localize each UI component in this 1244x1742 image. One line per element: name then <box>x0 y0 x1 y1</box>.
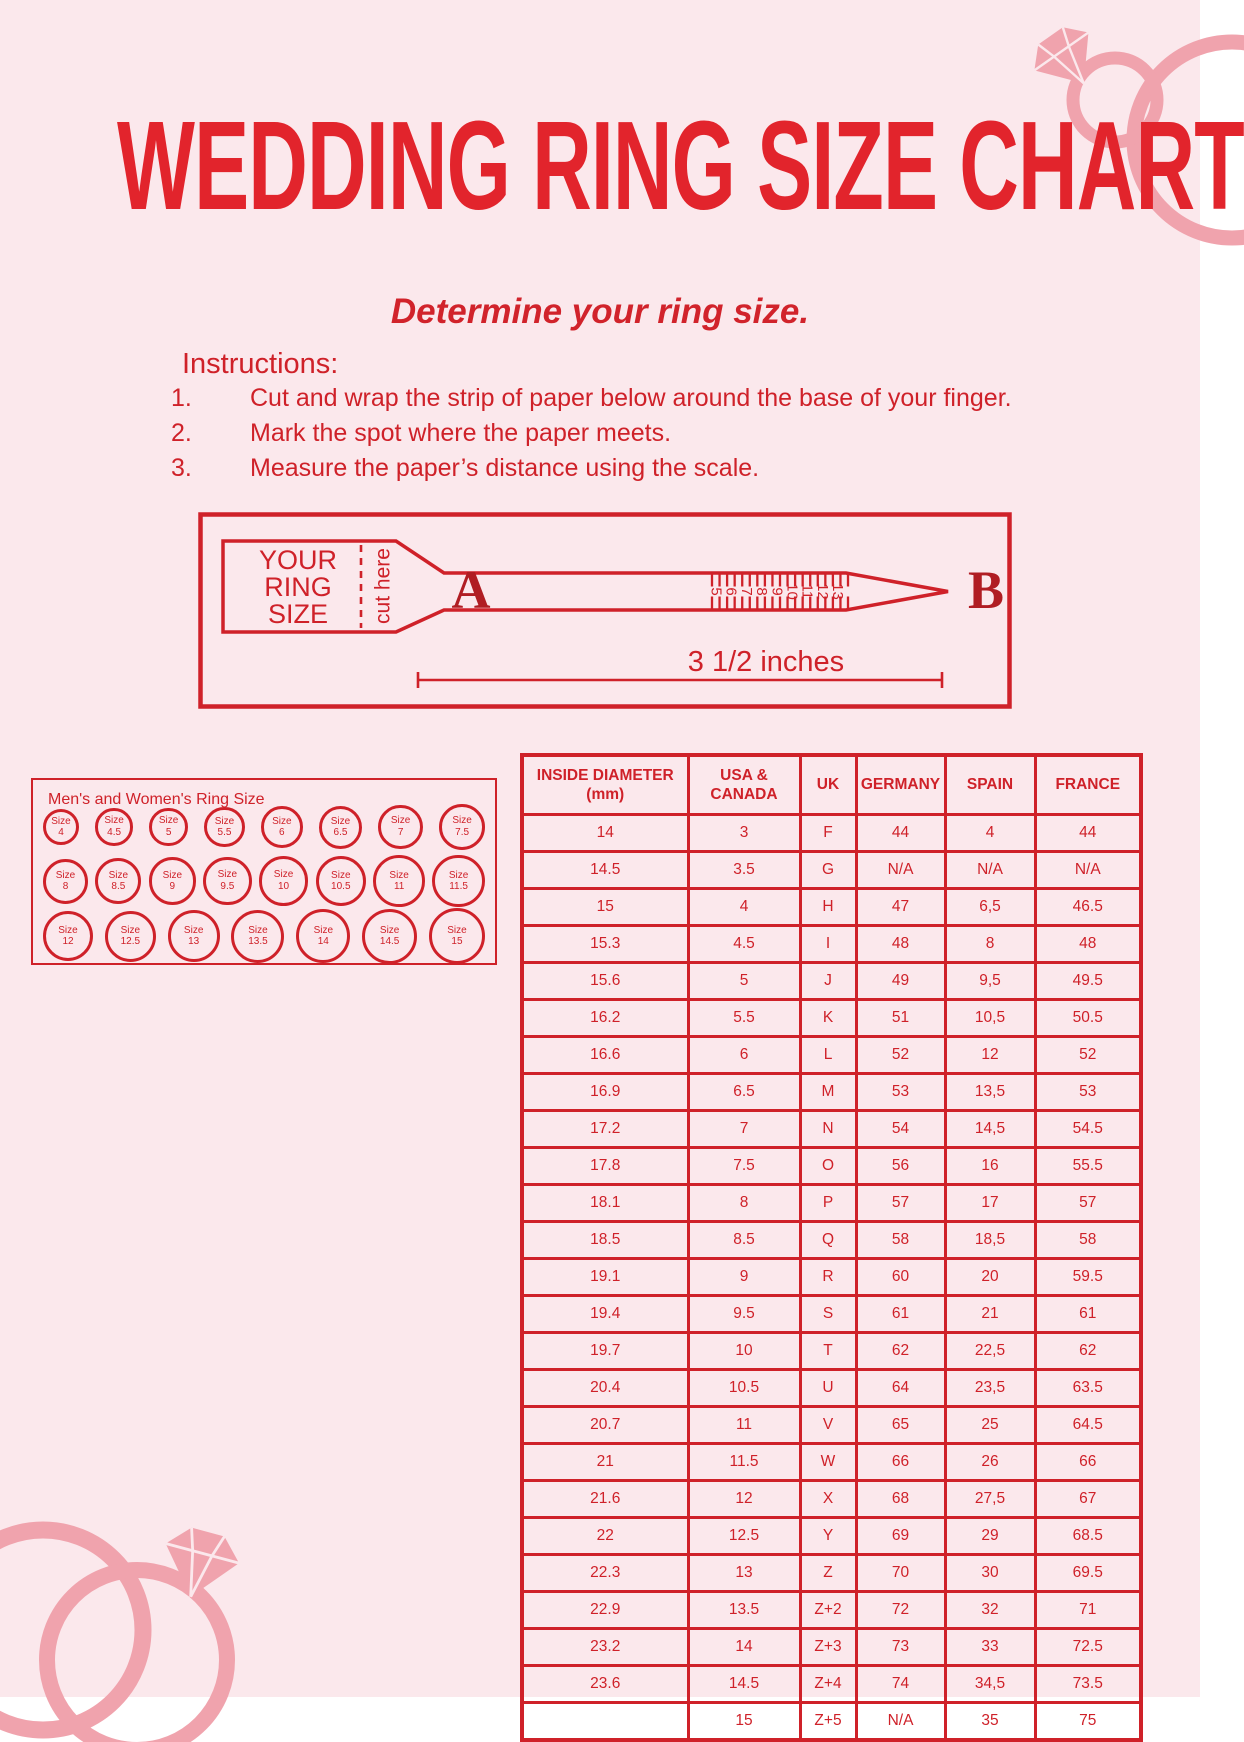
table-cell: N <box>800 1111 856 1148</box>
circle-size-word: Size <box>183 924 204 936</box>
circle-size-value: 7 <box>397 826 404 838</box>
instruction-number: 3. <box>171 454 192 482</box>
table-cell: N/A <box>856 852 945 889</box>
ring-size-circle <box>168 910 220 962</box>
circle-size-word: Size <box>390 815 411 827</box>
table-header-cell: SPAIN <box>945 755 1035 815</box>
table-row <box>522 1074 1141 1111</box>
circle-size-value: 14.5 <box>379 936 400 947</box>
table-cell: 52 <box>1035 1037 1141 1074</box>
table-cell: 69 <box>856 1518 945 1555</box>
circle-size-value: 4.5 <box>107 826 122 838</box>
table-cell: 34,5 <box>945 1666 1035 1703</box>
ring-size-circle <box>231 910 284 963</box>
table-cell: 22.9 <box>522 1592 688 1629</box>
circle-size-value: 11.5 <box>449 881 468 892</box>
table-cell: 48 <box>1035 926 1141 963</box>
circle-size-word: Size <box>447 924 467 936</box>
table-cell: 56 <box>856 1148 945 1185</box>
circle-size-value: 4 <box>58 827 64 838</box>
circle-size-word: Size <box>248 924 268 936</box>
table-cell: 23.6 <box>522 1666 688 1703</box>
ring-size-circle <box>105 911 156 962</box>
table-cell: 23,5 <box>945 1370 1035 1407</box>
table-cell: 10,5 <box>945 1000 1035 1037</box>
table-cell: 7.5 <box>688 1148 800 1185</box>
table-cell: X <box>800 1481 856 1518</box>
table-cell: 4 <box>945 815 1035 852</box>
table-cell: 68.5 <box>1035 1518 1141 1555</box>
ring-size-circle <box>261 806 303 848</box>
table-cell: L <box>800 1037 856 1074</box>
circle-size-word: Size <box>214 815 235 827</box>
table-cell: Y <box>800 1518 856 1555</box>
table-cell: M <box>800 1074 856 1111</box>
scale-number: 11 <box>798 583 816 600</box>
table-cell: 54.5 <box>1035 1111 1141 1148</box>
table-cell: 17.8 <box>522 1148 688 1185</box>
table-header-cell: INSIDE DIAMETER (mm) <box>522 755 688 815</box>
table-cell: 19.4 <box>522 1296 688 1333</box>
length-label: 3 1/2 inches <box>687 646 845 678</box>
ring-panel-title: Men's and Women's Ring Size <box>48 791 265 808</box>
table-row <box>522 1555 1141 1592</box>
table-cell: 19.1 <box>522 1259 688 1296</box>
table-cell: 72.5 <box>1035 1629 1141 1666</box>
table-cell: P <box>800 1185 856 1222</box>
table-cell: 18.5 <box>522 1222 688 1259</box>
scale-number: 6 <box>722 587 740 596</box>
table-cell: 29 <box>945 1518 1035 1555</box>
circle-size-word: Size <box>379 924 400 936</box>
table-cell: 14 <box>522 815 688 852</box>
table-cell: 22.3 <box>522 1555 688 1592</box>
table-cell: 14 <box>688 1629 800 1666</box>
table-row <box>522 1148 1141 1185</box>
circle-size-value: 11 <box>393 881 405 892</box>
table-cell: 33 <box>945 1629 1035 1666</box>
table-cell: 51 <box>856 1000 945 1037</box>
table-cell: Q <box>800 1222 856 1259</box>
ring-size-circle <box>203 857 251 905</box>
ring-size-circle <box>439 804 485 850</box>
table-cell: 25 <box>945 1407 1035 1444</box>
table-cell: F <box>800 815 856 852</box>
table-row <box>522 963 1141 1000</box>
circle-size-word: Size <box>108 869 129 881</box>
table-cell: 50.5 <box>1035 1000 1141 1037</box>
circle-size-word: Size <box>58 924 78 936</box>
circle-size-value: 15 <box>451 936 463 947</box>
circle-size-value: 12.5 <box>120 936 141 947</box>
table-cell: 65 <box>856 1407 945 1444</box>
table-cell: 55.5 <box>1035 1148 1141 1185</box>
circle-size-word: Size <box>448 869 469 881</box>
table-row <box>522 815 1141 852</box>
table-row <box>522 1518 1141 1555</box>
circle-size-word: Size <box>120 924 141 936</box>
table-cell: Z+4 <box>800 1666 856 1703</box>
conversion-table <box>520 753 1139 1729</box>
table-cell: Z+3 <box>800 1629 856 1666</box>
table-cell: 14,5 <box>945 1111 1035 1148</box>
scale-number: 9 <box>768 587 786 596</box>
ring-size-circle <box>149 857 196 904</box>
table-cell: 6 <box>688 1037 800 1074</box>
table-cell: 15 <box>688 1703 800 1741</box>
page-title: WEDDING RING SIZE CHART <box>117 95 1244 237</box>
table-cell: 14.5 <box>688 1666 800 1703</box>
circle-size-value: 9.5 <box>220 880 235 892</box>
table-header-cell: UK <box>800 755 856 815</box>
ring-size-circle <box>204 807 244 847</box>
table-cell: 60 <box>856 1259 945 1296</box>
instruction-text: Cut and wrap the strip of paper below around the base of your finger. <box>250 384 1012 412</box>
table-cell: 5.5 <box>688 1000 800 1037</box>
table-cell: 61 <box>856 1296 945 1333</box>
circle-size-value: 9 <box>169 881 176 892</box>
table-row <box>522 1629 1141 1666</box>
table-cell: U <box>800 1370 856 1407</box>
table-row <box>522 926 1141 963</box>
rings-decoration-bottom-left <box>0 1377 300 1697</box>
table-cell: 8.5 <box>688 1222 800 1259</box>
table-cell: Z <box>800 1555 856 1592</box>
table-cell: 27,5 <box>945 1481 1035 1518</box>
table-cell: 10.5 <box>688 1370 800 1407</box>
table-row <box>522 1111 1141 1148</box>
table-row <box>522 1666 1141 1703</box>
table-cell: 13,5 <box>945 1074 1035 1111</box>
table-cell: 16.2 <box>522 1000 688 1037</box>
ring-size-row <box>43 854 485 908</box>
table-cell: 69.5 <box>1035 1555 1141 1592</box>
table-cell: 47 <box>856 889 945 926</box>
marker-a: A <box>451 560 491 620</box>
table-cell: 10 <box>688 1333 800 1370</box>
table-cell: 49 <box>856 963 945 1000</box>
table-row <box>522 852 1141 889</box>
table-cell: 9,5 <box>945 963 1035 1000</box>
table-row <box>522 1222 1141 1259</box>
table-row <box>522 1703 1141 1741</box>
table-cell: 53 <box>856 1074 945 1111</box>
table-cell: R <box>800 1259 856 1296</box>
ring-size-circle <box>95 858 141 904</box>
table-cell: 74 <box>856 1666 945 1703</box>
table-cell: 21.6 <box>522 1481 688 1518</box>
ring-size-circle <box>378 805 422 849</box>
ring-sizer-diagram <box>198 512 1012 709</box>
table-cell: 21 <box>522 1444 688 1481</box>
circle-size-value: 6 <box>279 827 285 838</box>
table-cell: 13 <box>688 1555 800 1592</box>
scale-number: 12 <box>813 583 831 600</box>
circle-size-value: 7.5 <box>455 826 470 838</box>
circle-size-word: Size <box>104 815 124 827</box>
ring-band-icon <box>0 1530 143 1730</box>
table-cell: J <box>800 963 856 1000</box>
table-cell: 4.5 <box>688 926 800 963</box>
marker-b: B <box>967 560 1005 620</box>
instruction-item <box>171 419 671 448</box>
circle-size-value: 10 <box>277 880 290 892</box>
table-row <box>522 1481 1141 1518</box>
instruction-item <box>171 454 759 483</box>
table-cell: 20.4 <box>522 1370 688 1407</box>
ring-size-circle <box>43 911 93 961</box>
table-cell: 12 <box>945 1037 1035 1074</box>
circle-size-word: Size <box>55 869 76 881</box>
table-cell: 13.5 <box>688 1592 800 1629</box>
table-cell: 16.9 <box>522 1074 688 1111</box>
table-cell: 8 <box>688 1185 800 1222</box>
table-header-cell: GERMANY <box>856 755 945 815</box>
table-cell: 62 <box>856 1333 945 1370</box>
ring-size-circle <box>362 909 417 964</box>
table-cell: 64.5 <box>1035 1407 1141 1444</box>
table-cell: 44 <box>856 815 945 852</box>
ring-size-circle <box>43 809 79 845</box>
table-cell: 14.5 <box>522 852 688 889</box>
table-cell: 44 <box>1035 815 1141 852</box>
table-cell: I <box>800 926 856 963</box>
table-cell: G <box>800 852 856 889</box>
table-cell: O <box>800 1148 856 1185</box>
circle-size-word: Size <box>389 869 409 881</box>
ring-size-circle <box>429 908 485 964</box>
table-cell: 18,5 <box>945 1222 1035 1259</box>
table-cell: 63.5 <box>1035 1370 1141 1407</box>
table-cell: 66 <box>856 1444 945 1481</box>
circle-size-value: 8 <box>62 881 69 892</box>
table-row <box>522 1407 1141 1444</box>
table-cell: 15.3 <box>522 926 688 963</box>
table-cell: 3 <box>688 815 800 852</box>
circle-size-value: 5 <box>165 826 172 838</box>
table-cell: 11 <box>688 1407 800 1444</box>
table-cell: 9 <box>688 1259 800 1296</box>
instruction-item <box>171 384 1012 413</box>
table-cell: 16 <box>945 1148 1035 1185</box>
circle-size-value: 13 <box>188 936 200 947</box>
table-cell: 30 <box>945 1555 1035 1592</box>
table-cell: 17.2 <box>522 1111 688 1148</box>
circle-size-word: Size <box>452 815 472 827</box>
ring-size-circle <box>43 859 88 904</box>
table-cell: 57 <box>1035 1185 1141 1222</box>
scale-number: 5 <box>707 587 725 596</box>
circle-size-word: Size <box>273 869 294 881</box>
page-subtitle: Determine your ring size. <box>390 292 810 331</box>
table-cell: 15 <box>522 889 688 926</box>
table-cell: 52 <box>856 1037 945 1074</box>
table-cell: 20.7 <box>522 1407 688 1444</box>
circle-size-word: Size <box>272 815 292 827</box>
table-cell: 62 <box>1035 1333 1141 1370</box>
table-cell: 70 <box>856 1555 945 1592</box>
circle-size-value: 12 <box>62 936 74 947</box>
table-cell: 12.5 <box>688 1518 800 1555</box>
ring-size-panel <box>31 778 497 965</box>
table-cell: 73 <box>856 1629 945 1666</box>
table-cell: 3.5 <box>688 852 800 889</box>
ring-size-circle <box>296 909 350 963</box>
circle-size-word: Size <box>51 815 71 827</box>
circle-size-word: Size <box>158 815 179 827</box>
ring-size-circle <box>259 856 308 905</box>
table-cell: 5 <box>688 963 800 1000</box>
table-cell: 8 <box>945 926 1035 963</box>
measuring-scale <box>708 573 848 610</box>
table-cell: T <box>800 1333 856 1370</box>
instruction-number: 2. <box>171 419 192 447</box>
table-header-cell: USA & CANADA <box>688 755 800 815</box>
table-cell: 12 <box>688 1481 800 1518</box>
circle-size-value: 10.5 <box>331 881 351 892</box>
scale-number: 13 <box>829 583 847 600</box>
table-cell: 54 <box>856 1111 945 1148</box>
table-cell: 61 <box>1035 1296 1141 1333</box>
table-row <box>522 889 1141 926</box>
instruction-text: Mark the spot where the paper meets. <box>250 419 672 447</box>
table-row <box>522 1000 1141 1037</box>
table-cell: 21 <box>945 1296 1035 1333</box>
instruction-text: Measure the paper’s distance using the scale. <box>250 454 760 482</box>
table-cell: 59.5 <box>1035 1259 1141 1296</box>
circle-size-value: 13.5 <box>248 936 268 947</box>
table-row <box>522 1592 1141 1629</box>
table-cell: 48 <box>856 926 945 963</box>
table-cell: 58 <box>856 1222 945 1259</box>
table-row <box>522 1370 1141 1407</box>
ring-size-circle <box>95 808 132 845</box>
table-cell: 75 <box>1035 1703 1141 1741</box>
table-cell: 11.5 <box>688 1444 800 1481</box>
table-cell: 64 <box>856 1370 945 1407</box>
circle-size-word: Size <box>162 869 183 881</box>
table-cell: 71 <box>1035 1592 1141 1629</box>
length-measure <box>418 646 942 688</box>
diamond-ring-icon <box>0 1522 245 1742</box>
table-cell: K <box>800 1000 856 1037</box>
scale-number: 7 <box>737 587 755 596</box>
table-cell: 20 <box>945 1259 1035 1296</box>
instruction-number: 1. <box>171 384 192 412</box>
table-row <box>522 1259 1141 1296</box>
circle-size-value: 14 <box>317 936 329 947</box>
table-row <box>522 1185 1141 1222</box>
circle-size-value: 5.5 <box>217 827 232 838</box>
scale-number: 10 <box>783 583 801 600</box>
table-cell: 15.6 <box>522 963 688 1000</box>
table-cell: Z+2 <box>800 1592 856 1629</box>
ring-size-circle <box>432 855 485 908</box>
circle-size-word: Size <box>331 869 351 881</box>
table-cell: 46.5 <box>1035 889 1141 926</box>
table-cell: 6,5 <box>945 889 1035 926</box>
your-ring-size-label: SIZE <box>267 599 329 629</box>
table-header-cell: FRANCE <box>1035 755 1141 815</box>
ring-size-circle <box>319 806 362 849</box>
table-cell: Z+5 <box>800 1703 856 1741</box>
table-cell: 4 <box>688 889 800 926</box>
table-cell: 17 <box>945 1185 1035 1222</box>
table-cell: W <box>800 1444 856 1481</box>
your-ring-size-label: RING <box>264 572 332 602</box>
ring-size-row <box>43 802 485 852</box>
table-cell: S <box>800 1296 856 1333</box>
table-cell: 6.5 <box>688 1074 800 1111</box>
table-cell: 7 <box>688 1111 800 1148</box>
table-cell: 72 <box>856 1592 945 1629</box>
circle-size-word: Size <box>330 815 351 827</box>
table-row <box>522 1296 1141 1333</box>
table-cell: 16.6 <box>522 1037 688 1074</box>
table-cell <box>522 1703 688 1741</box>
your-ring-size-label: YOUR <box>258 545 338 575</box>
circle-size-value: 6.5 <box>333 827 348 838</box>
table-cell: 49.5 <box>1035 963 1141 1000</box>
table-cell: 58 <box>1035 1222 1141 1259</box>
table-cell: N/A <box>856 1703 945 1741</box>
table-row <box>522 1444 1141 1481</box>
table-cell: 22,5 <box>945 1333 1035 1370</box>
table-cell: 9.5 <box>688 1296 800 1333</box>
table-cell: 23.2 <box>522 1629 688 1666</box>
table-row <box>522 1037 1141 1074</box>
ring-size-row <box>43 908 485 964</box>
table-cell: V <box>800 1407 856 1444</box>
circle-size-word: Size <box>217 869 238 881</box>
table-cell: 35 <box>945 1703 1035 1741</box>
table-row <box>522 1333 1141 1370</box>
table-cell: 57 <box>856 1185 945 1222</box>
circle-size-value: 8.5 <box>111 881 126 892</box>
table-cell: 68 <box>856 1481 945 1518</box>
ring-size-circle <box>316 856 367 907</box>
table-cell: N/A <box>1035 852 1141 889</box>
table-cell: 66 <box>1035 1444 1141 1481</box>
circle-size-word: Size <box>313 924 334 936</box>
table-cell: 32 <box>945 1592 1035 1629</box>
table-cell: 73.5 <box>1035 1666 1141 1703</box>
scale-number: 8 <box>753 587 771 596</box>
ring-size-circle <box>149 808 188 847</box>
table-cell: H <box>800 889 856 926</box>
table-cell: 18.1 <box>522 1185 688 1222</box>
ring-size-circle <box>373 855 425 907</box>
instructions-heading: Instructions: <box>182 348 339 380</box>
table-cell: 67 <box>1035 1481 1141 1518</box>
table-cell: N/A <box>945 852 1035 889</box>
table-cell: 53 <box>1035 1074 1141 1111</box>
cut-here-label: cut here <box>371 548 395 624</box>
table-cell: 19.7 <box>522 1333 688 1370</box>
table-cell: 26 <box>945 1444 1035 1481</box>
table-cell: 22 <box>522 1518 688 1555</box>
